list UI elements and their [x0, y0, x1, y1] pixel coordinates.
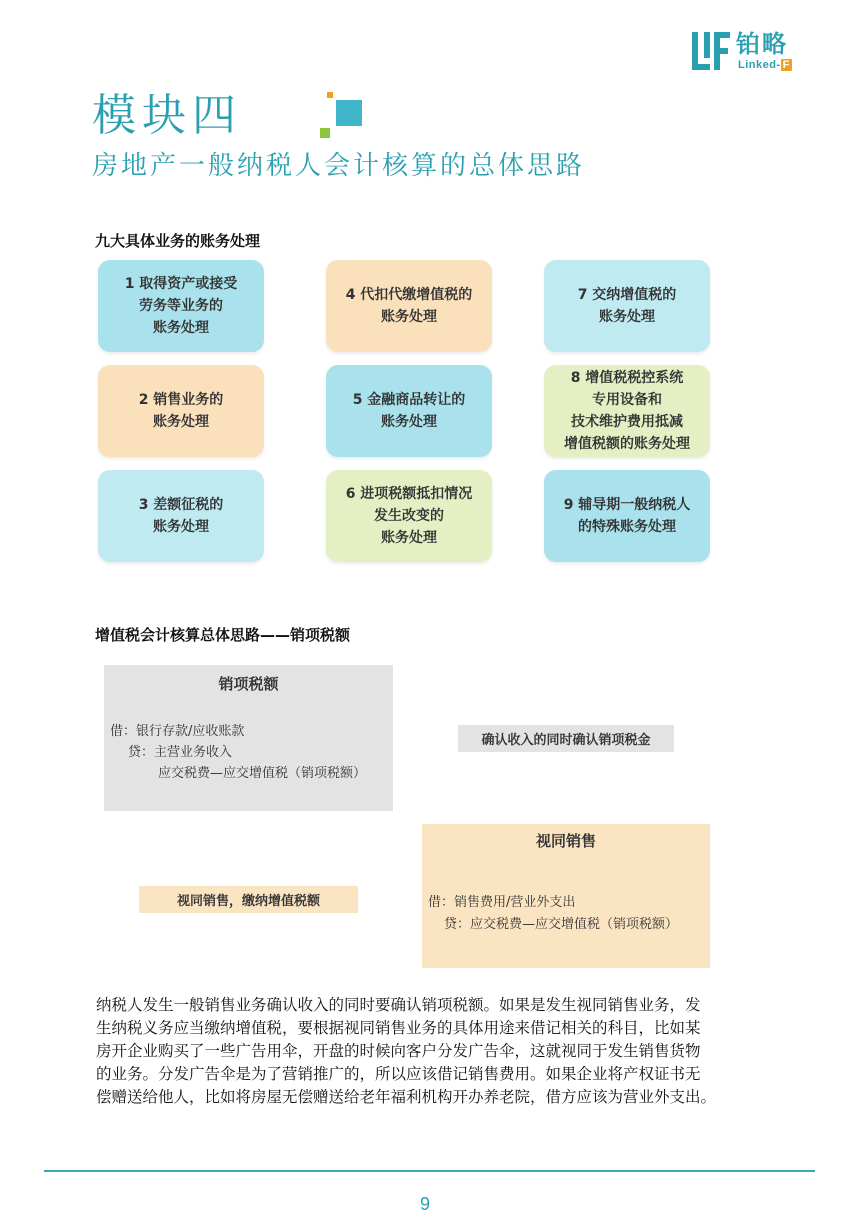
- paragraph-line: 房开企业购买了一些广告用伞，开盘的时候向客户分发广告伞，这就视同于发生销售货物: [96, 1042, 701, 1060]
- output-tax-credit-entry: 贷：主营业务收入: [128, 745, 233, 760]
- footer-divider: [44, 1170, 815, 1172]
- business-card-line: 账务处理: [381, 309, 437, 325]
- paragraph-line: 偿赠送给他人，比如将房屋无偿赠送给老年福利机构开办养老院，借方应该为营业外支出。: [96, 1088, 717, 1106]
- decorative-squares-icon: [318, 90, 368, 140]
- section-heading-output-tax: 增值税会计核算总体思路——销项税额: [95, 626, 351, 644]
- business-card-line: 账务处理: [153, 320, 209, 336]
- business-card-line: 账务处理: [153, 414, 209, 430]
- deemed-sales-debit-entry: 借：销售费用/营业外支出: [428, 895, 576, 910]
- business-card: [326, 470, 492, 562]
- brand-logo: [692, 30, 812, 74]
- business-card: [544, 470, 710, 562]
- business-card-line: 账务处理: [153, 519, 209, 535]
- business-card: [98, 365, 264, 457]
- deemed-sales-label: 视同销售，缴纳增值税额: [139, 886, 358, 913]
- business-card-line: 1 取得资产或接受: [124, 276, 238, 292]
- business-card-line: 账务处理: [381, 530, 437, 546]
- business-card-line: 账务处理: [381, 414, 437, 430]
- explanation-paragraph: [96, 994, 782, 1109]
- deemed-sales-box-title: 视同销售: [535, 832, 596, 850]
- recognize-output-tax-label: 确认收入的同时确认销项税金: [458, 725, 674, 752]
- business-card-line: 账务处理: [599, 309, 655, 325]
- business-card-line: 的特殊账务处理: [578, 519, 676, 535]
- business-card: [544, 260, 710, 352]
- module-title: 模块四: [92, 90, 242, 141]
- business-card-line: 专用设备和: [592, 392, 662, 408]
- paragraph-line: 纳税人发生一般销售业务确认收入的同时要确认销项税额。如果是发生视同销售业务，发: [96, 996, 701, 1014]
- business-card-line: 6 进项税额抵扣情况: [345, 486, 473, 502]
- business-card-line: 5 金融商品转让的: [352, 392, 466, 408]
- business-card: [326, 260, 492, 352]
- brand-logo-icon: [692, 32, 730, 70]
- section-heading-nine-businesses: 九大具体业务的账务处理: [95, 232, 261, 250]
- business-card-line: 4 代扣代缴增值税的: [345, 287, 473, 303]
- business-card-line: 9 辅导期一般纳税人: [563, 497, 691, 513]
- business-card: [326, 365, 492, 457]
- output-tax-credit-entry-2: 应交税费—应交增值税（销项税额）: [158, 766, 367, 781]
- paragraph-line: 的业务。分发广告伞是为了营销推广的，所以应该借记销售费用。如果企业将产权证书无: [96, 1065, 701, 1083]
- page-number: 9: [419, 1194, 430, 1214]
- business-card-line: 7 交纳增值税的: [577, 287, 677, 303]
- output-tax-box-title: 销项税额: [218, 675, 279, 693]
- output-tax-box: [104, 665, 393, 811]
- business-card-line: 增值税额的账务处理: [564, 436, 690, 452]
- business-card-line: 技术维护费用抵减: [571, 414, 683, 430]
- business-card-line: 8 增值税税控系统: [570, 370, 684, 386]
- business-card-line: 2 销售业务的: [138, 392, 224, 408]
- business-card-line: 劳务等业务的: [139, 298, 223, 314]
- business-card-line: 发生改变的: [374, 508, 444, 524]
- deemed-sales-credit-entry: 贷：应交税费—应交增值税（销项税额）: [444, 917, 679, 932]
- business-card: [544, 365, 710, 457]
- output-tax-debit-entry: 借：银行存款/应收账款: [110, 724, 245, 739]
- module-subtitle: 房地产一般纳税人会计核算的总体思路: [92, 151, 586, 181]
- brand-name-en: Linked- F: [738, 59, 790, 71]
- paragraph-line: 生纳税义务应当缴纳增值税，要根据视同销售业务的具体用途来借记相关的科目，比如某: [96, 1019, 701, 1037]
- deemed-sales-box: [422, 824, 710, 968]
- brand-name-cn: 铂略: [736, 30, 788, 58]
- business-card: [98, 260, 264, 352]
- business-card: [98, 470, 264, 562]
- business-card-line: 3 差额征税的: [138, 497, 224, 513]
